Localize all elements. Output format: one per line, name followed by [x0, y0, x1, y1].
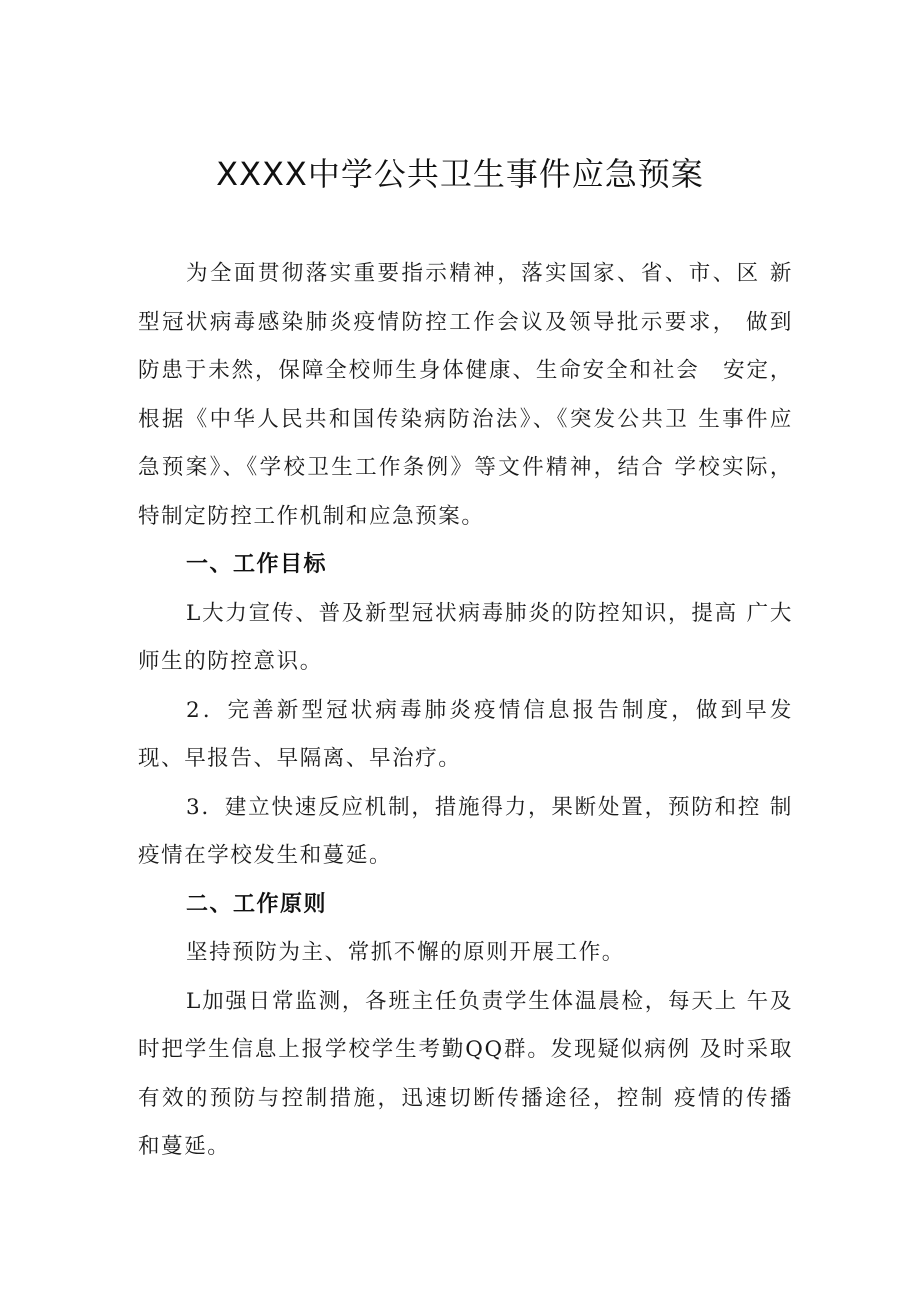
- intro-paragraph: 为全面贯彻落实重要指示精神，落实国家、省、市、区 新型冠状病毒感染肺炎疫情防控工作会议及领导批示要求， 做到防患于未然，保障全校师生身体健康、生命安全和社会 安定，根据《中华人民共和国传染病防治法》、《突发公共卫 生事件应急预案》、《学校卫生工作条例》等文件精神，结合 学校实际，特制定防控工作机制和应急预案。: [138, 261, 793, 529]
- document-body: [138, 250, 793, 1172]
- section-heading-goals: 一、工作目标: [186, 552, 328, 577]
- principle-statement: 坚持预防为主、常抓不懈的原则开展工作。: [186, 940, 625, 965]
- principle-item-1: L加强日常监测，各班主任负责学生体温晨检，每天上 午及时把学生信息上报学校学生考勤QQ群。发现疑似病例 及时采取有效的预防与控制措施，迅速切断传播途径，控制 疫情的传播和蔓延。: [138, 988, 793, 1159]
- goal-item-1: L大力宣传、普及新型冠状病毒肺炎的防控知识，提高 广大师生的防控意识。: [138, 600, 793, 674]
- document-title: XXXX中学公共卫生事件应急预案: [216, 155, 704, 193]
- goal-item-3: 3．建立快速反应机制，措施得力，果断处置，预防和控 制疫情在学校发生和蔓延。: [138, 794, 793, 868]
- section-heading-principles: 二、工作原则: [186, 891, 328, 917]
- goal-item-2: 2．完善新型冠状病毒肺炎疫情信息报告制度，做到早发 现、早报告、早隔离、早治疗。: [138, 697, 793, 771]
